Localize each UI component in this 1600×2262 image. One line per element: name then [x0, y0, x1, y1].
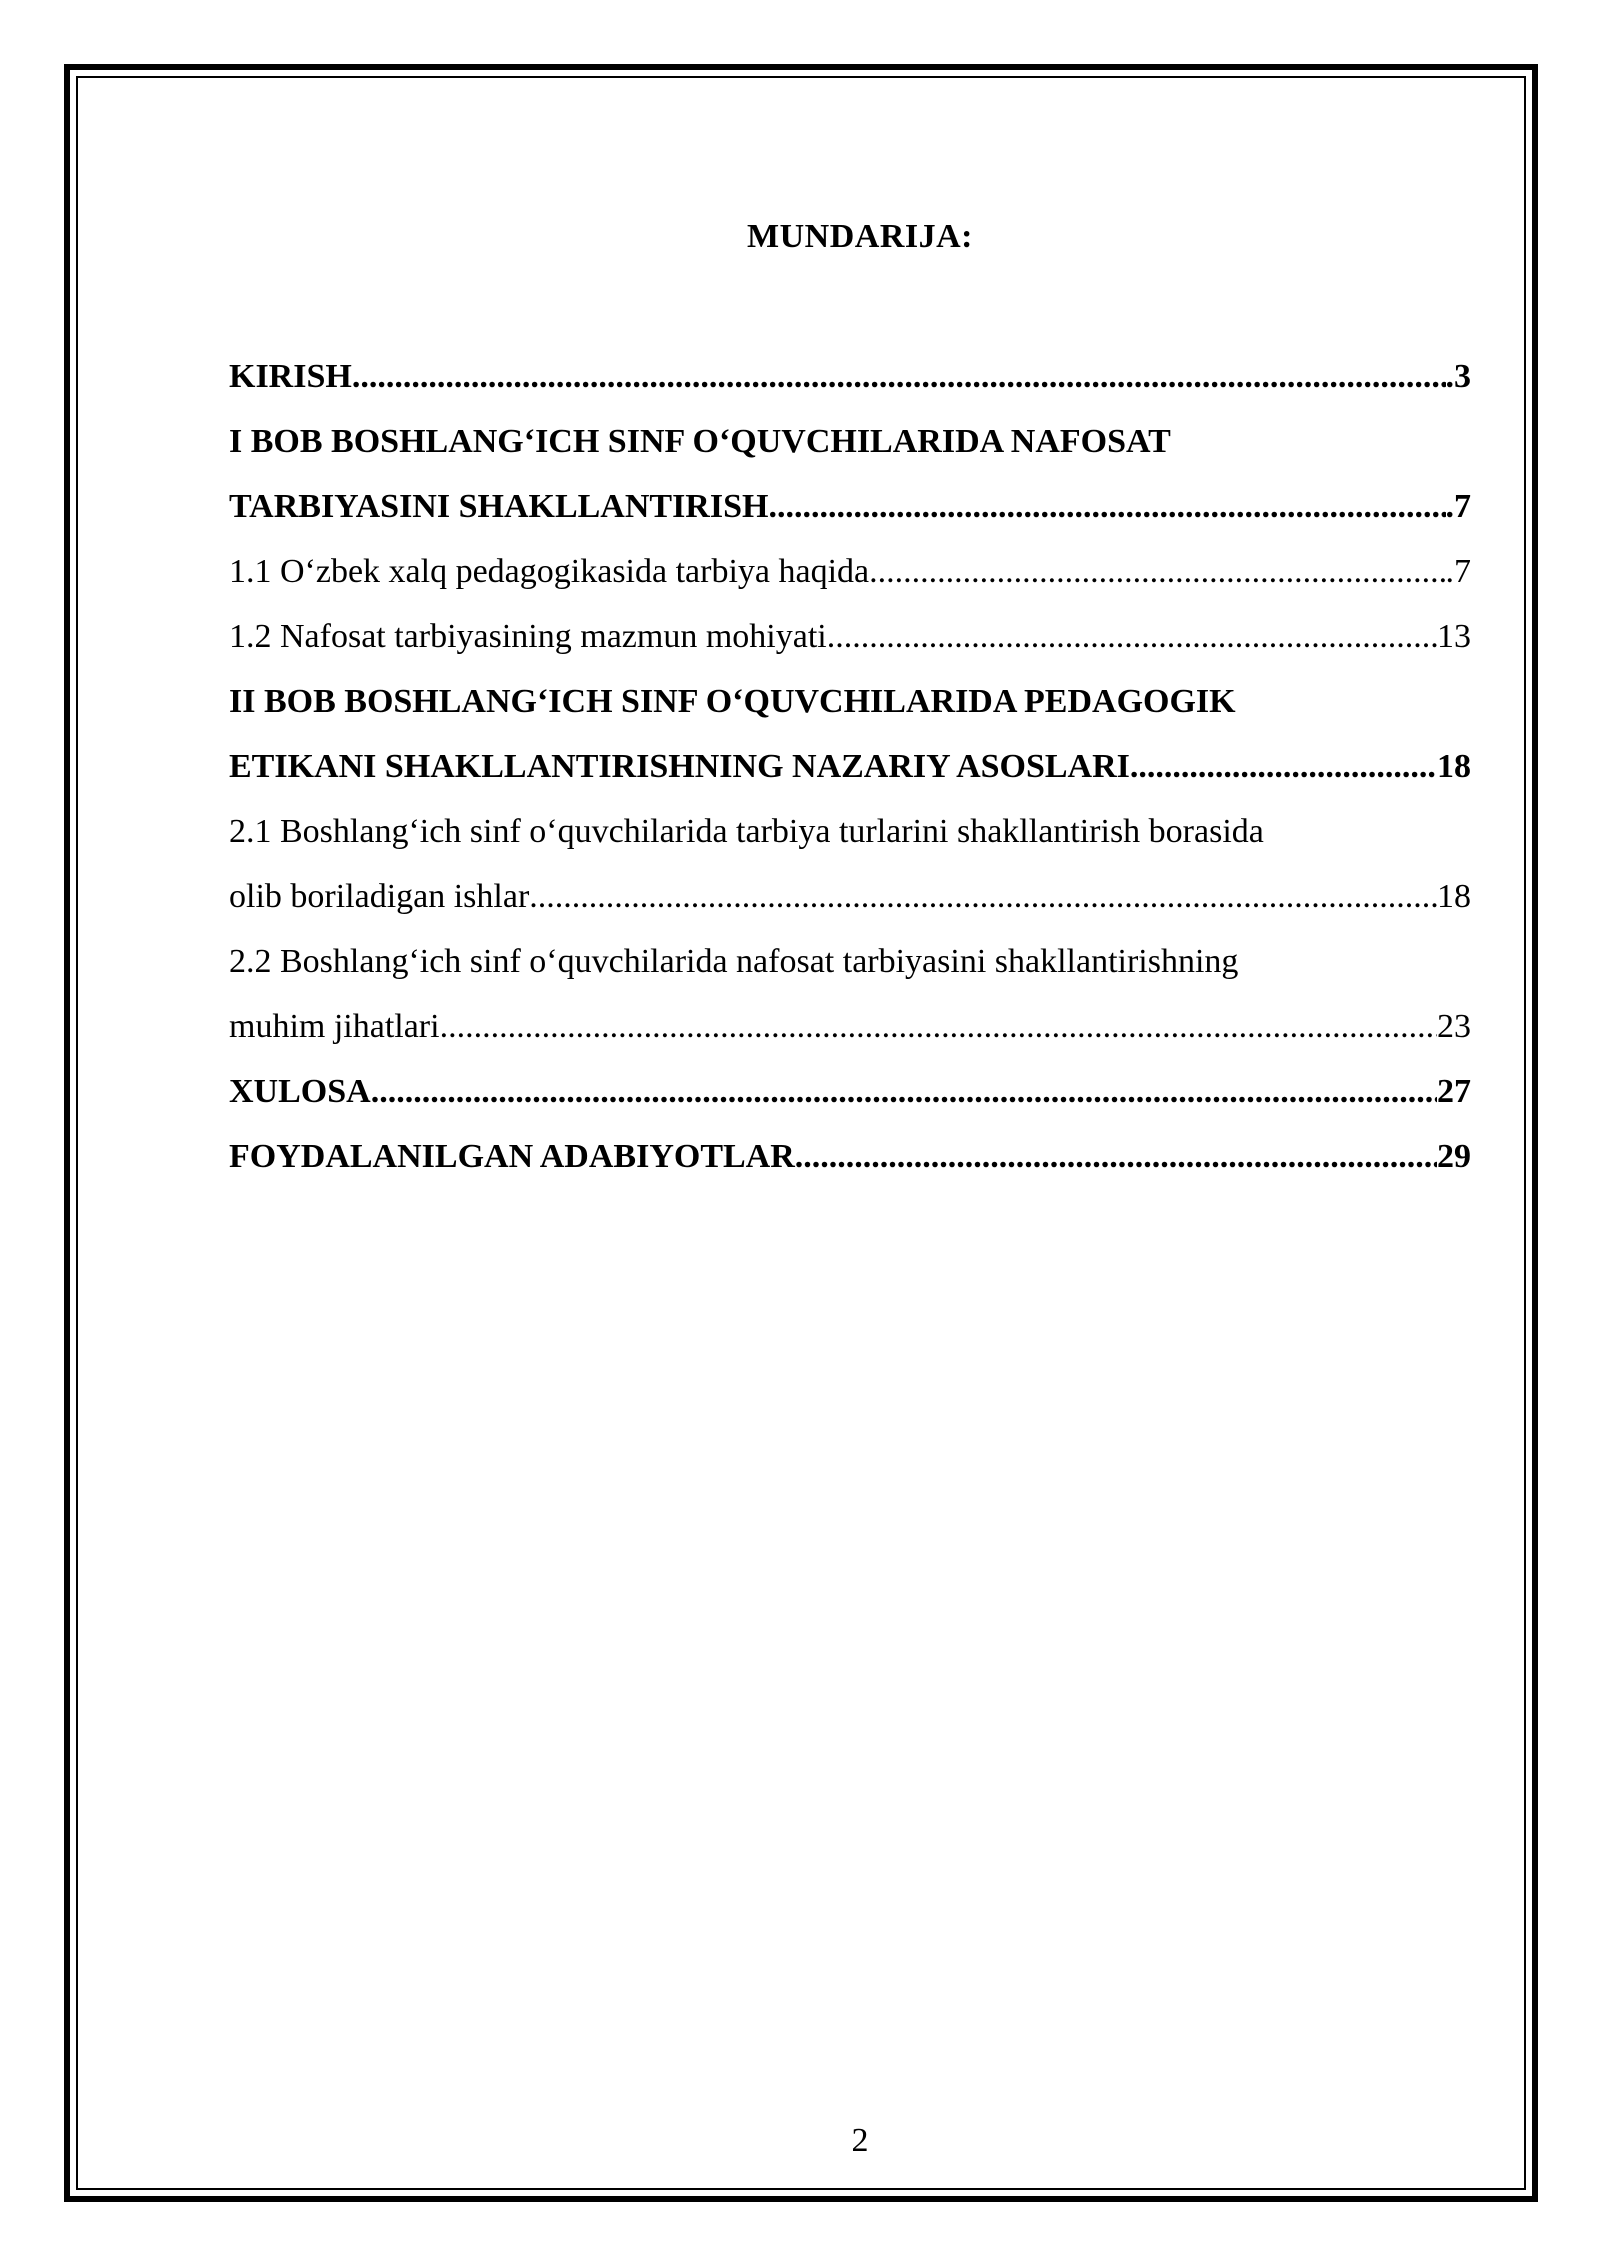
toc-entry-page: 29 — [1437, 1138, 1471, 1175]
toc-entry-text: olib boriladigan ishlar — [229, 878, 530, 915]
toc-entry-page: 27 — [1437, 1073, 1471, 1110]
toc-entry-chapter-2-line-1[interactable] — [229, 669, 1471, 734]
toc-entry-section-2-2-line-1[interactable] — [229, 929, 1471, 994]
toc-dot-leader — [827, 604, 1437, 669]
toc-dot-leader — [440, 994, 1437, 1059]
toc-entry-text: XULOSA — [229, 1073, 371, 1110]
toc-entry-page: 23 — [1437, 1008, 1471, 1045]
toc-entry-page: 18 — [1437, 878, 1471, 915]
toc-dot-leader — [768, 474, 1445, 539]
toc-entry-chapter-1-line-2[interactable] — [229, 474, 1471, 539]
toc-dot-leader — [371, 1059, 1437, 1124]
toc-entry-text: ETIKANI SHAKLLANTIRISHNING NAZARIY ASOSLARI — [229, 748, 1130, 785]
toc-entry-page: .7 — [1445, 488, 1471, 525]
toc-entry-page: .3 — [1445, 358, 1471, 395]
toc-entry-section-2-1-line-2[interactable] — [229, 864, 1471, 929]
toc-entry-text: KIRISH — [229, 358, 352, 395]
toc-dot-leader — [795, 1124, 1437, 1189]
toc-dot-leader — [352, 344, 1446, 409]
table-of-contents — [229, 344, 1471, 1189]
toc-dot-leader — [529, 864, 1437, 929]
toc-entry-page: 13 — [1437, 618, 1471, 655]
toc-entry-text: 1.2 Nafosat tarbiyasining mazmun mohiyati — [229, 618, 827, 655]
toc-entry-text: II BOB BOSHLANG‘ICH SINF O‘QUVCHILARIDA PEDAGOGIK — [229, 683, 1236, 720]
toc-entry-chapter-2-line-2[interactable] — [229, 734, 1471, 799]
toc-entry-text: 2.2 Boshlang‘ich sinf o‘quvchilarida nafosat tarbiyasini shakllantirishning — [229, 943, 1239, 980]
toc-entry-section-2-2-line-2[interactable] — [229, 994, 1471, 1059]
toc-entry-text: 1.1 O‘zbek xalq pedagogikasida tarbiya haqida — [229, 553, 870, 590]
toc-dot-leader — [869, 539, 1445, 604]
toc-entry-section-1-2[interactable] — [229, 604, 1471, 669]
toc-entry-text: I BOB BOSHLANG‘ICH SINF O‘QUVCHILARIDA NAFOSAT — [229, 423, 1171, 460]
toc-dot-leader — [1130, 734, 1437, 799]
toc-entry-section-2-1-line-1[interactable] — [229, 799, 1471, 864]
toc-entry-text: TARBIYASINI SHAKLLANTIRISH — [229, 488, 769, 525]
toc-entry-text: FOYDALANILGAN ADABIYOTLAR — [229, 1138, 795, 1175]
toc-entry-page: .7 — [1445, 553, 1471, 590]
toc-entry-text: muhim jihatlari — [229, 1008, 440, 1045]
toc-entry-kirish[interactable] — [229, 344, 1471, 409]
toc-entry-chapter-1-line-1[interactable] — [229, 409, 1471, 474]
page-title: MUNDARIJA: — [747, 218, 973, 255]
toc-entry-xulosa[interactable] — [229, 1059, 1471, 1124]
page-number: 2 — [851, 2122, 869, 2159]
toc-entry-adabiyotlar[interactable] — [229, 1124, 1471, 1189]
toc-entry-section-1-1[interactable] — [229, 539, 1471, 604]
toc-entry-page: 18 — [1437, 748, 1471, 785]
toc-entry-text: 2.1 Boshlang‘ich sinf o‘quvchilarida tarbiya turlarini shakllantirish borasida — [229, 813, 1264, 850]
